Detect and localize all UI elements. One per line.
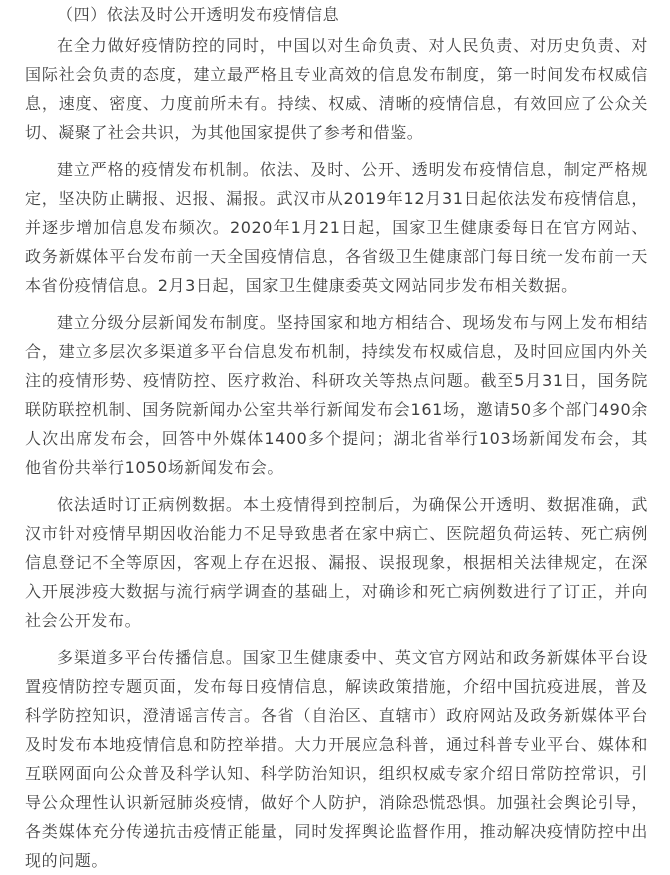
paragraph-release-mechanism: 建立严格的疫情发布机制。依法、及时、公开、透明发布疫情信息，制定严格规定，坚决防止瞒报、迟报、漏报。武汉市从2019年12月31日起依法发布疫情信息，并逐步增加信息发布频次。2020年1月21日起，国家卫生健康委每日在官方网站、政务新媒体平台发布前一天全国疫情信息，各省级卫生健康部门每日统一发布前一天本省份疫情信息。2月3日起，国家卫生健康委英文网站同步发布相关数据。: [25, 160, 648, 295]
paragraph-data-correction: 依法适时订正病例数据。本土疫情得到控制后，为确保公开透明、数据准确，武汉市针对疫情早期因收治能力不足导致患者在家中病亡、医院超负荷运转、死亡病例信息登记不全等原因，客观上存在迟报、漏报、误报现象，根据相关法律规定，在深入开展涉疫大数据与流行病学调查的基础上，对确诊和死亡病例数进行了订正，并向社会公开发布。: [25, 495, 648, 630]
paragraph-intro: 在全力做好疫情防控的同时，中国以对生命负责、对人民负责、对历史负责、对国际社会负责的态度，建立最严格且专业高效的信息发布制度，第一时间发布权威信息，速度、密度、力度前所未有。持续、权威、清晰的疫情信息，有效回应了公众关切、凝聚了社会共识，为其他国家提供了参考和借鉴。: [25, 36, 648, 142]
section-heading: （四）依法及时公开透明发布疫情信息: [57, 5, 340, 24]
paragraph-press-conference-system: 建立分级分层新闻发布制度。坚持国家和地方相结合、现场发布与网上发布相结合，建立多层次多渠道多平台信息发布机制，持续发布权威信息，及时回应国内外关注的疫情形势、疫情防控、医疗救治、科研攻关等热点问题。截至5月31日，国务院联防联控机制、国务院新闻办公室共举行新闻发布会161场，邀请50多个部门490余人次出席发布会，回答中外媒体1400多个提问；湖北省举行103场新闻发布会，其他省份共举行1050场新闻发布会。: [25, 313, 648, 477]
paragraph-multichannel-communication: 多渠道多平台传播信息。国家卫生健康委中、英文官方网站和政务新媒体平台设置疫情防控专题页面，发布每日疫情信息，解读政策措施，介绍中国抗疫进展，普及科学防控知识，澄清谣言传言。各省（自治区、直辖市）政府网站及政务新媒体平台及时发布本地疫情信息和防控举措。大力开展应急科普，通过科普专业平台、媒体和互联网面向公众普及科学认知、科学防治知识，组织权威专家介绍日常防控常识，引导公众理性认识新冠肺炎疫情，做好个人防护，消除恐慌恐惧。加强社会舆论引导，各类媒体充分传递抗击疫情正能量，同时发挥舆论监督作用，推动解决疫情防控中出现的问题。: [25, 648, 648, 870]
